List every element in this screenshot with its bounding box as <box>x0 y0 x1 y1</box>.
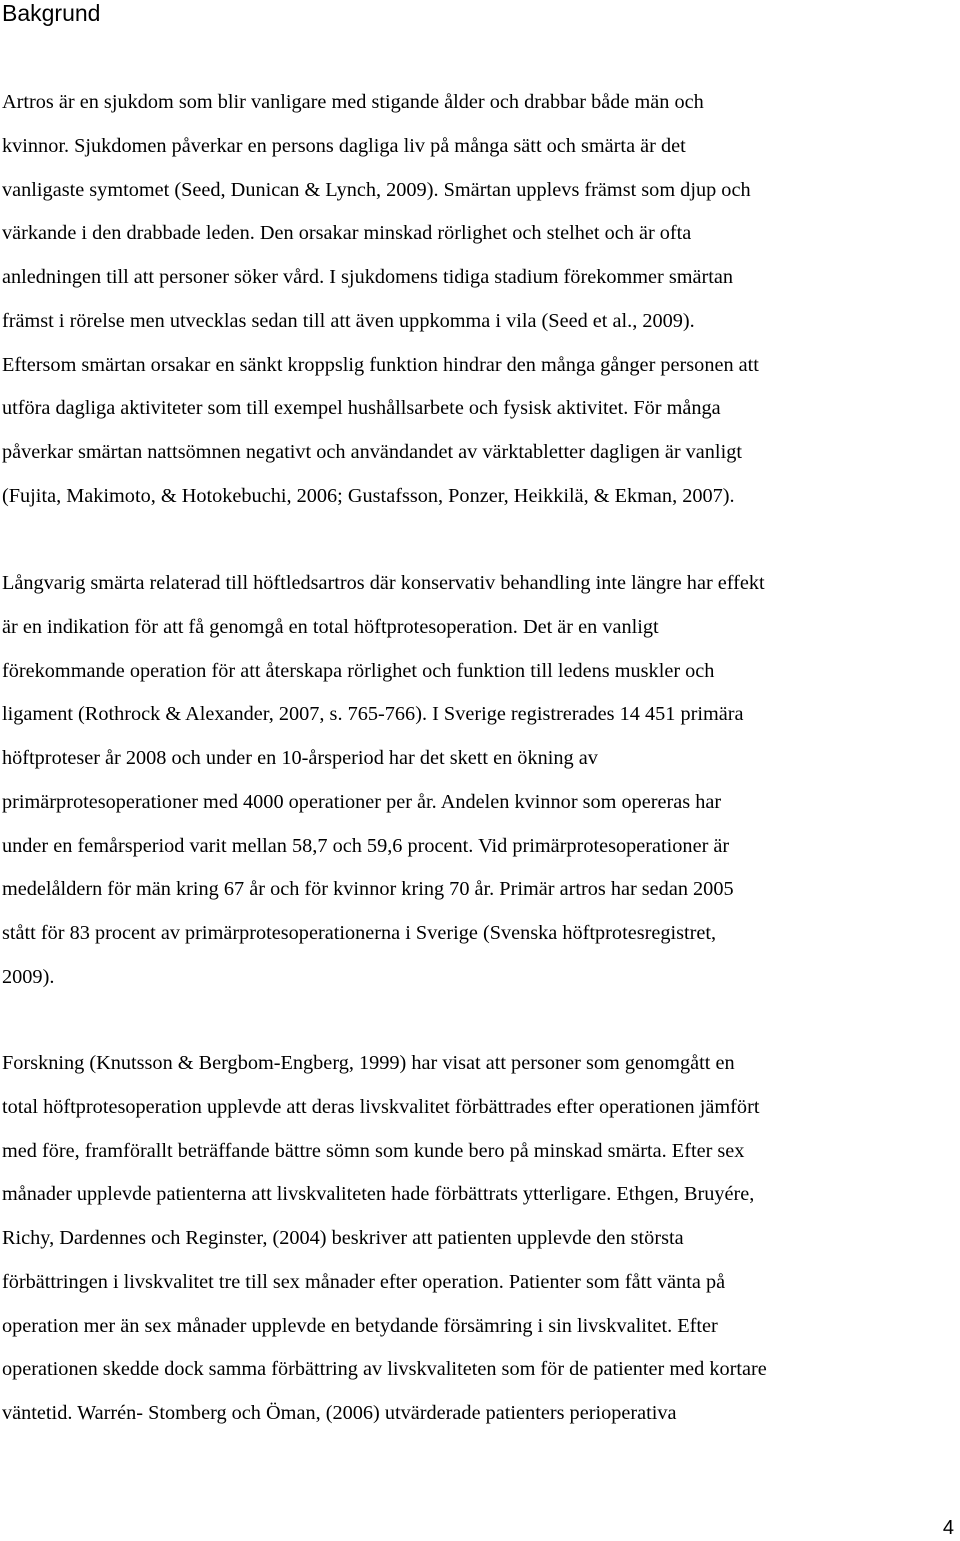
text-line: väntetid. Warrén- Stomberg och Öman, (2006) utvärderade patienters perioperativa <box>2 1402 677 1424</box>
paragraph-artros <box>2 81 958 519</box>
text-line: Artros är en sjukdom som blir vanligare med stigande ålder och drabbar både män och <box>2 91 704 113</box>
text-line: operationen skedde dock samma förbättring av livskvaliteten som för de patienter med kortare <box>2 1358 767 1381</box>
paragraph-forskning <box>2 1042 958 1436</box>
text-line: kvinnor. Sjukdomen påverkar en persons dagliga liv på många sätt och smärta är det <box>2 134 686 157</box>
text-line: Forskning (Knutsson & Bergbom-Engberg, 1999) har visat att personer som genomgått en <box>2 1052 735 1074</box>
text-line: anledningen till att personer söker vård. I sjukdomens tidiga stadium förekommer smärtan <box>2 266 734 288</box>
text-line: Eftersom smärtan orsakar en sänkt kroppslig funktion hindrar den många gånger personen att <box>2 353 759 376</box>
text-line: utföra dagliga aktiviteter som till exempel hushållsarbete och fysisk aktivitet. För många <box>2 397 721 420</box>
text-line: medelåldern för män kring 67 år och för kvinnor kring 70 år. Primär artros har sedan 2005 <box>2 878 734 901</box>
text-line: höftproteser år 2008 och under en 10-årsperiod har det skett en ökning av <box>2 747 598 769</box>
page-number: 4 <box>942 1517 954 1539</box>
text-line: under en femårsperiod varit mellan 58,7 och 59,6 procent. Vid primärprotesoperationer är <box>2 834 730 857</box>
text-line: primärprotesoperationer med 4000 operationer per år. Andelen kvinnor som opereras har <box>2 790 722 813</box>
text-line: total höftprotesoperation upplevde att deras livskvalitet förbättrades efter operationen jämfört <box>2 1095 760 1118</box>
text-line: främst i rörelse men utvecklas sedan till att även uppkomma i vila (Seed et al., 2009). <box>2 309 695 332</box>
text-line: stått för 83 procent av primärprotesoperationerna i Sverige (Svenska höftprotesregistret, <box>2 922 717 944</box>
text-line: 2009). <box>2 965 55 988</box>
section-heading: Bakgrund <box>2 0 101 26</box>
text-line: påverkar smärtan nattsömnen negativt och användandet av värktabletter dagligen är vanligt <box>2 441 742 463</box>
text-line: är en indikation för att få genomgå en total höftprotesoperation. Det är en vanligt <box>2 615 659 638</box>
text-line: operation mer än sex månader upplevde en betydande försämring i sin livskvalitet. Efter <box>2 1314 718 1337</box>
text-line: månader upplevde patienterna att livskvaliteten hade förbättrats ytterligare. Ethgen, Bruyére, <box>2 1183 755 1206</box>
text-line: (Fujita, Makimoto, & Hotokebuchi, 2006; Gustafsson, Ponzer, Heikkilä, & Ekman, 2007). <box>2 484 735 507</box>
paragraph-hoftprotes <box>2 562 958 1000</box>
text-line: ligament (Rothrock & Alexander, 2007, s. 765-766). I Sverige registrerades 14 451 primära <box>2 703 744 726</box>
text-line: Långvarig smärta relaterad till höftledsartros där konservativ behandling inte längre har effekt <box>2 572 765 594</box>
text-line: Richy, Dardennes och Reginster, (2004) beskriver att patienten upplevde den största <box>2 1227 684 1249</box>
text-line: förbättringen i livskvalitet tre till sex månader efter operation. Patienter som fått vänta på <box>2 1270 726 1293</box>
text-line: med före, framförallt beträffande bättre sömn som kunde bero på minskad smärta. Efter sex <box>2 1139 745 1162</box>
text-line: vanligaste symtomet (Seed, Dunican & Lynch, 2009). Smärtan upplevs främst som djup och <box>2 178 751 201</box>
text-line: värkande i den drabbade leden. Den orsakar minskad rörlighet och stelhet och är ofta <box>2 222 692 245</box>
text-line: förekommande operation för att återskapa rörlighet och funktion till ledens muskler och <box>2 659 715 682</box>
